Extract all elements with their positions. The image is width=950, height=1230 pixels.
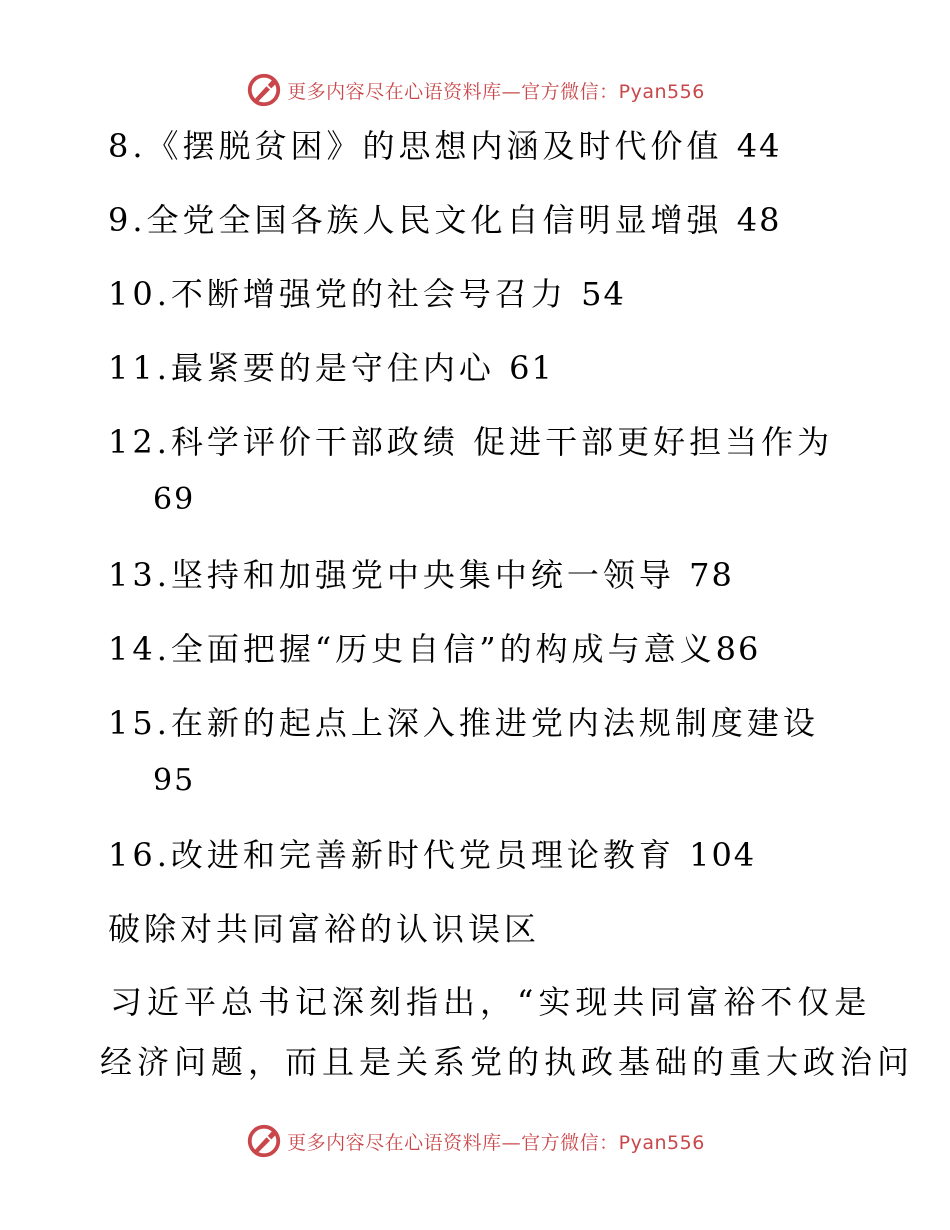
toc-item-11: 11.最紧要的是守住内心 61 <box>108 349 554 387</box>
pen-logo-icon <box>245 1122 283 1160</box>
article-line-1: 习近平总书记深刻指出，“实现共同富裕不仅是 <box>110 983 872 1021</box>
toc-item-13: 13.坚持和加强党中央集中统一领导 78 <box>108 556 734 594</box>
watermark-banner-bottom <box>0 1119 950 1163</box>
toc-item-15-page: 95 <box>153 763 196 798</box>
toc-item-10: 10.不断增强党的社会号召力 54 <box>108 275 626 313</box>
toc-item-12-page: 69 <box>153 482 196 517</box>
article-line-2: 经济问题，而且是关系党的执政基础的重大政治问 <box>100 1043 915 1081</box>
toc-item-12: 12.科学评价干部政绩 促进干部更好担当作为 <box>108 423 834 461</box>
watermark-text: 更多内容尽在心语资料库—官方微信：Pyan556 <box>287 80 705 103</box>
toc-item-15: 15.在新的起点上深入推进党内法规制度建设 <box>108 704 819 742</box>
watermark-text: 更多内容尽在心语资料库—官方微信：Pyan556 <box>287 1131 705 1154</box>
watermark-banner-top <box>0 68 950 112</box>
toc-item-9: 9.全党全国各族人民文化自信明显增强 48 <box>108 201 782 239</box>
toc-item-8: 8.《摆脱贫困》的思想内涵及时代价值 44 <box>108 127 782 165</box>
article-title: 破除对共同富裕的认识误区 <box>108 910 541 948</box>
toc-item-16: 16.改进和完善新时代党员理论教育 104 <box>108 836 757 874</box>
toc-item-14: 14.全面把握“历史自信”的构成与意义86 <box>108 630 761 668</box>
pen-logo-icon <box>245 71 283 109</box>
